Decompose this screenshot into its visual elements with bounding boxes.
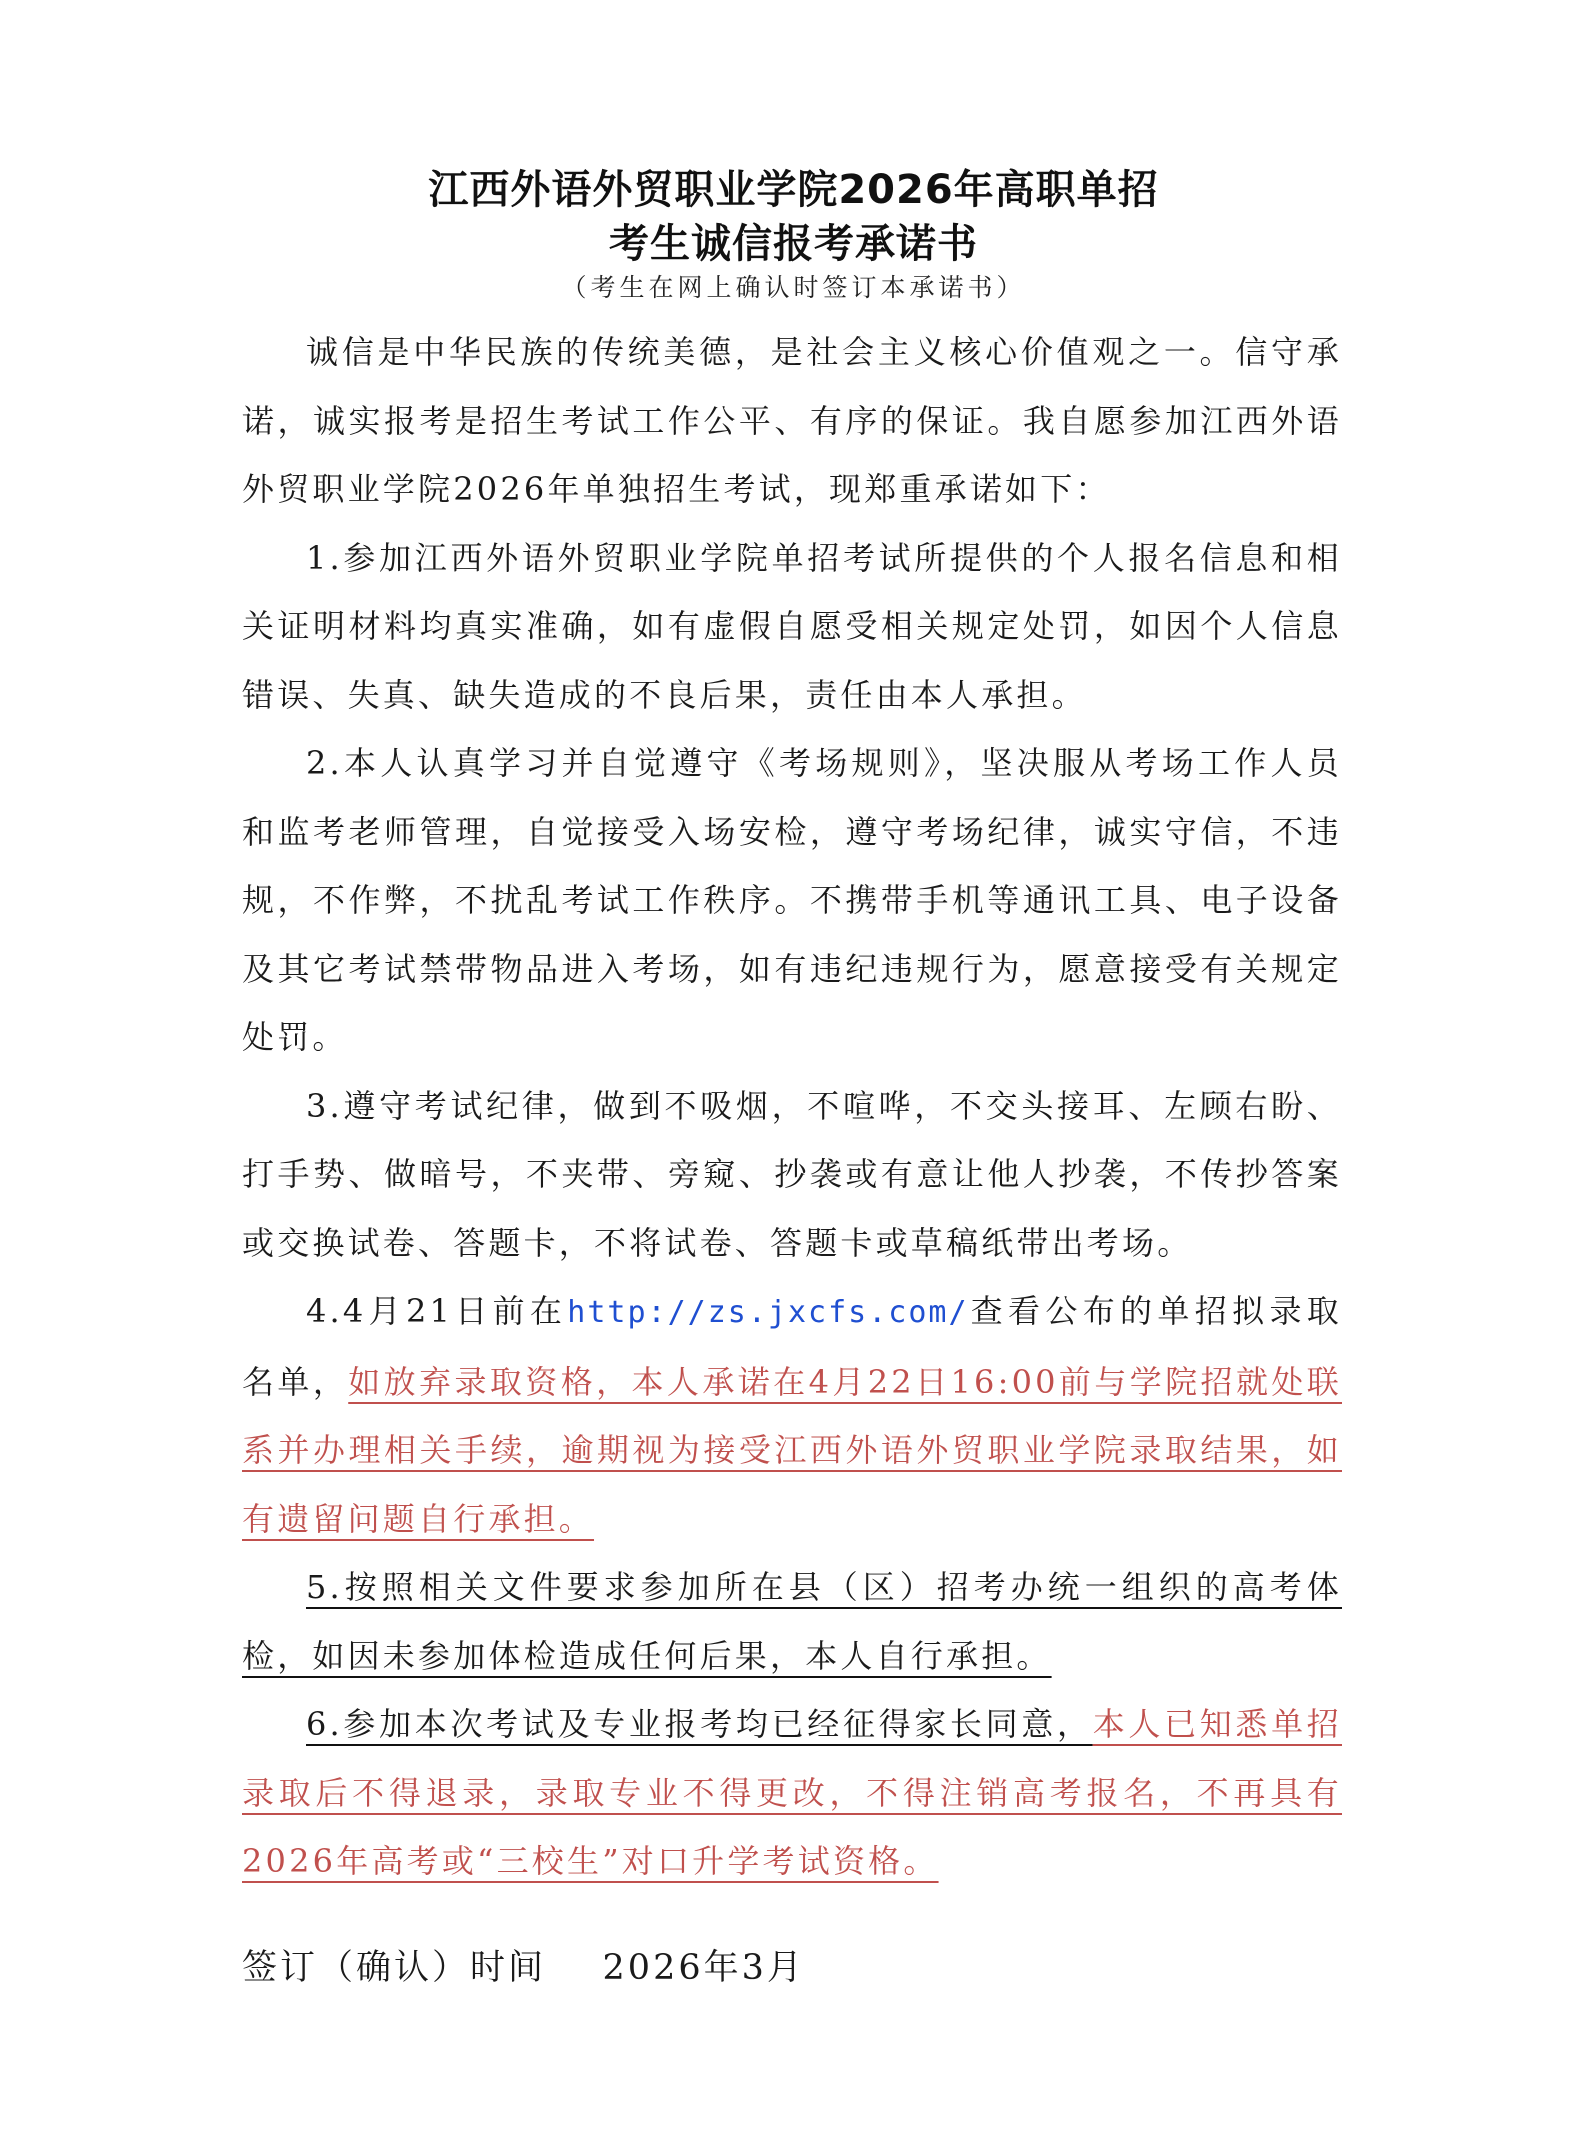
commitment-body (242, 318, 1342, 1896)
commitment-item-5 (242, 1553, 1342, 1690)
commitment-item-4 (242, 1277, 1342, 1553)
signature-label: 签订（确认）时间 (242, 1948, 547, 1988)
item6-text: 6.参加本次考试及专业报考均已经征得家长同意， (306, 1705, 1093, 1743)
document-title-line2: 考生诚信报考承诺书 (609, 221, 978, 267)
signature-date: 2026年3月 (602, 1948, 805, 1988)
commitment-item-6 (242, 1690, 1342, 1896)
item6-highlight: 本人已知悉单招录取后不得退录，录取专业不得更改，不得注销高考报名，不再具有2026年高考或“三校生”对口升学考试资格。 (242, 1705, 1342, 1880)
item4-highlight: 如放弃录取资格，本人承诺在4月22日16:00前与学院招就处联系并办理相关手续，逾期视为接受江西外语外贸职业学院录取结果，如有遗留问题自行承担。 (242, 1362, 1342, 1538)
document-subtitle: （考生在网上确认时签订本承诺书） (561, 273, 1026, 302)
commitment-item-1: 1.参加江西外语外贸职业学院单招考试所提供的个人报名信息和相关证明材料均真实准确，如有虚假自愿受相关规定处罚，如因个人信息错误、失真、缺失造成的不良后果，责任由本人承担。 (242, 538, 1342, 714)
item4-middle: 查看公布的单招拟录取名单， (242, 1292, 1342, 1401)
intro-paragraph: 诚信是中华民族的传统美德，是社会主义核心价值观之一。信守承诺，诚实报考是招生考试工作公平、有序的保证。我自愿参加江西外语外贸职业学院2026年单独招生考试，现郑重承诺如下： (242, 333, 1342, 508)
item4-prefix: 4.4月21日前在 (306, 1292, 568, 1330)
document-title-line1: 江西外语外贸职业学院2026年高职单招 (428, 167, 1159, 213)
item5-text: 5.按照相关文件要求参加所在县（区）招考办统一组织的高考体检，如因未参加体检造成任何后果，本人自行承担。 (242, 1568, 1342, 1675)
signature-line (242, 1940, 805, 1990)
admission-website-link[interactable]: http://zs.jxcfs.com/ (567, 1295, 969, 1330)
commitment-item-2: 2.本人认真学习并自觉遵守《考场规则》，坚决服从考场工作人员和监考老师管理，自觉接受入场安检，遵守考场纪律，诚实守信，不违规，不作弊，不扰乱考试工作秩序。不携带手机等通讯工具、电子设备及其它考试禁带物品进入考场，如有违纪违规行为，愿意接受有关规定处罚。 (242, 744, 1342, 1056)
commitment-item-3: 3.遵守考试纪律，做到不吸烟，不喧哗，不交头接耳、左顾右盼、打手势、做暗号，不夹带、旁窥、抄袭或有意让他人抄袭，不传抄答案或交换试卷、答题卡，不将试卷、答题卡或草稿纸带出考场。 (242, 1086, 1342, 1262)
